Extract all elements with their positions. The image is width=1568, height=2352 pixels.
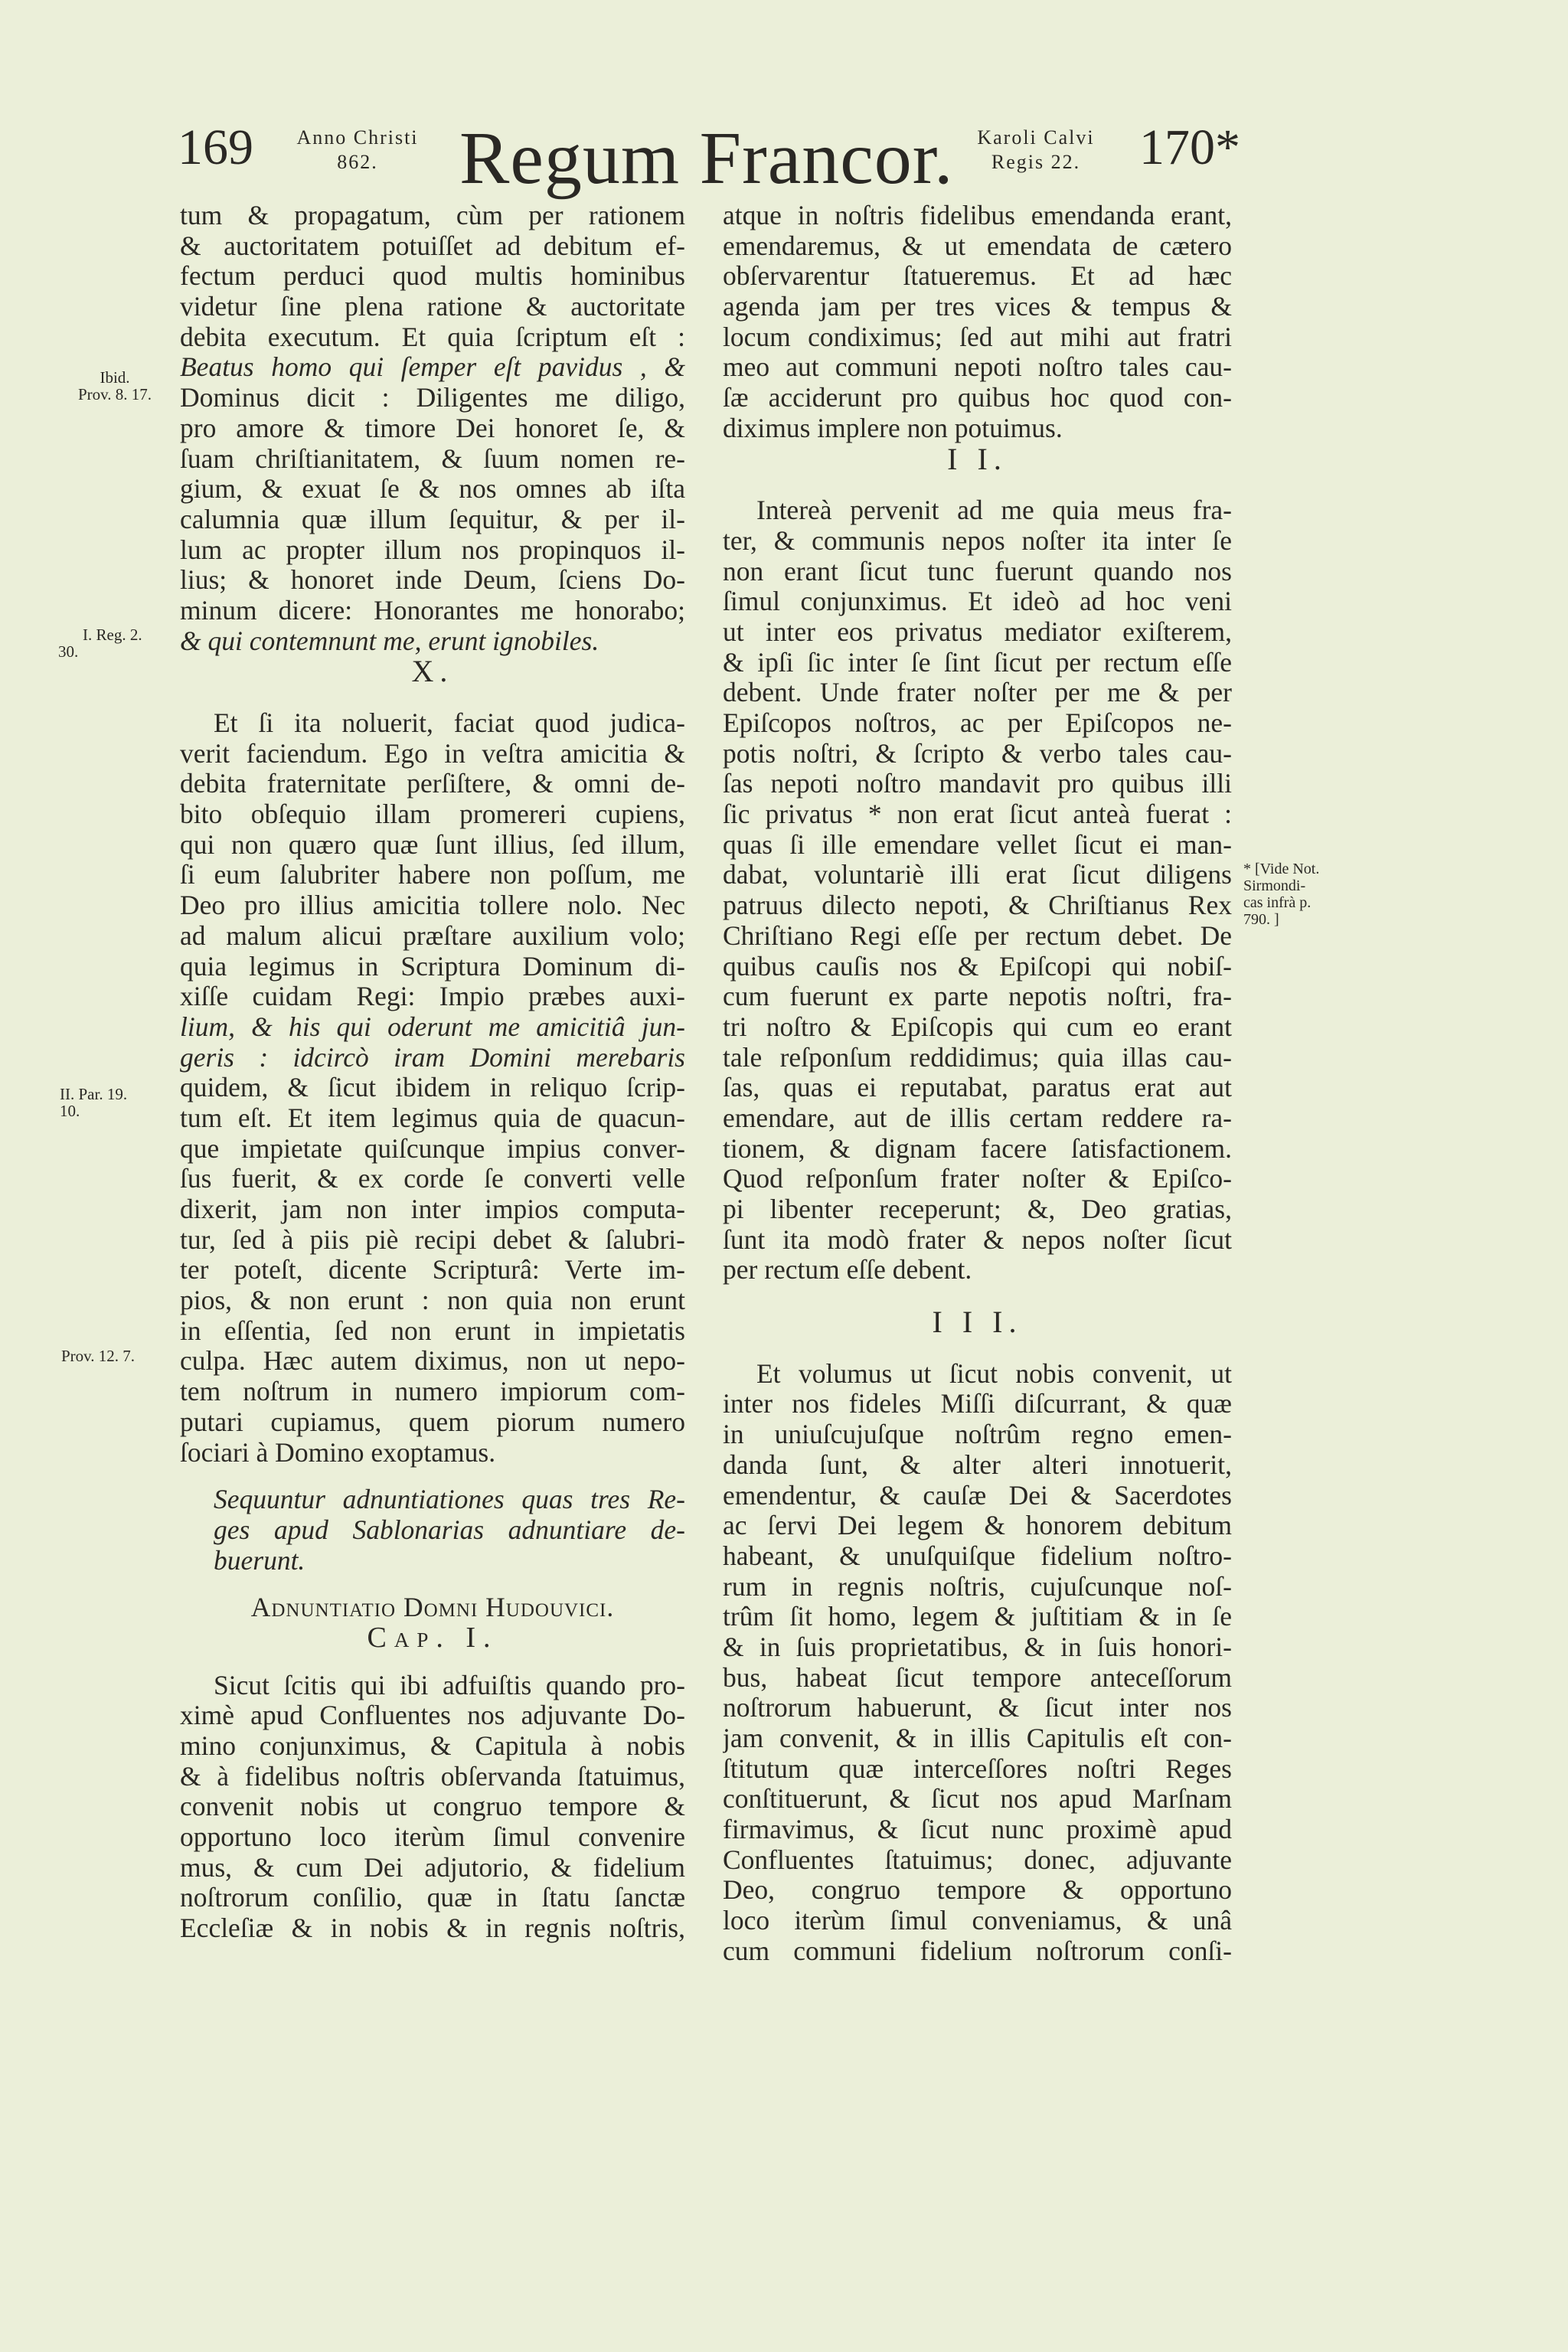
text-line: jam convenit, & in illis Capitulis eſt con- (723, 1723, 1232, 1753)
text-line: danda ſunt, & alter alteri innotuerit, (723, 1449, 1232, 1480)
text-line: loco iterùm ſimul conveniamus, & unâ (723, 1906, 1232, 1936)
text-line: non erant ſicut tunc fuerunt quando nos (723, 556, 1232, 586)
margin-note-prov (61, 1348, 176, 1364)
text-line: firmavimus, & ſicut nunc proximè apud (723, 1815, 1232, 1845)
text-line: bus, habeat ſicut tempore anteceſſorum (723, 1662, 1232, 1693)
margin-note-par (60, 1086, 175, 1119)
margin-note-ibid (61, 369, 168, 403)
text-line: tale reſponſum reddidimus; quia illas cau- (723, 1042, 1232, 1073)
spacer (723, 474, 1232, 495)
text-line: ges apud Sablonarias adnuntiare de- (214, 1514, 685, 1545)
text-line: & in ſuis proprietatibus, & in ſuis honori- (723, 1632, 1232, 1662)
margin-note-line: 790. ] (1243, 911, 1279, 928)
text-line: ſuam chriſtianitatem, & ſuum nomen re- (180, 443, 685, 474)
text-line: ſociari à Domino exoptamus. (180, 1437, 496, 1468)
text-line: ſunt ita modò frater & nepos noſter ſicut (723, 1224, 1232, 1255)
text-line: verit faciendum. Ego in veſtra amicitia & (180, 738, 685, 769)
text-line: pios, & non erunt : non quia non erunt (180, 1285, 685, 1316)
text-line: calumnia quæ illum ſequitur, & per il- (180, 504, 685, 534)
spacer (180, 1576, 685, 1592)
text-line: geris : idcircò iram Domini merebaris (180, 1042, 685, 1073)
text-line: pro amore & timore Dei honoret ſe, & (180, 413, 685, 443)
text-line: quibus cauſis nos & Epiſcopi qui nobiſ- (723, 951, 1232, 982)
section-heading: I I. (947, 443, 1008, 475)
text-line: tem noſtrum in numero impiorum com- (180, 1377, 685, 1407)
text-line: Beatus homo qui ſemper eſt pavidus , & (180, 352, 685, 383)
text-line: & ipſi ſic inter ſe ſint ſicut per rectum eſſe (723, 647, 1232, 678)
text-line: rum in regnis noſtris, cujuſcunque noſ- (723, 1571, 1232, 1602)
margin-note-line: cas infrà p. (1243, 894, 1312, 911)
text-line: diximus implere non potuimus. (723, 413, 1063, 443)
page-title: Regum Francor. (459, 117, 954, 200)
text-line: tum & propagatum, cùm per rationem (180, 201, 685, 230)
text-line: pi libenter receperunt; &, Deo gratias, (723, 1194, 1232, 1224)
text-line: & à fidelibus noſtris obſervanda ſtatuimus, (180, 1761, 685, 1792)
text-line: debent. Unde frater noſter per me & per (723, 678, 1232, 708)
text-line: Sicut ſcitis qui ibi adfuiſtis quando pro- (214, 1670, 685, 1700)
spacer (723, 1338, 1232, 1359)
margin-note-line: Prov. 8. 17. (77, 385, 152, 403)
text-line: in eſſentia, ſed non erunt in impietatis (180, 1315, 685, 1346)
spacer (180, 687, 685, 708)
right-page-number: 170* (1139, 119, 1240, 175)
section-heading: Adnuntiatio Domni Hudouvici. (250, 1592, 615, 1623)
text-line: buerunt. (214, 1545, 305, 1576)
text-line: locum condiximus; ſed aut mihi aut fratri (723, 322, 1232, 352)
text-line: qui non quæro quæ ſunt illius, ſed illum, (180, 829, 685, 860)
text-line: Et volumus ut ſicut nobis convenit, ut (756, 1358, 1232, 1389)
text-line: minum dicere: Honorantes me honorabo; (180, 595, 685, 626)
text-line: emendare, aut de illis certam reddere ra- (723, 1102, 1232, 1133)
running-head-line: Anno Christi (296, 126, 419, 149)
text-line: ſus fuerit, & ex corde ſe converti velle (180, 1164, 685, 1194)
text-line: conſtituerunt, & ſicut nos apud Marſnam (723, 1784, 1232, 1815)
text-line: ſtitutum quæ interceſſores noſtri Reges (723, 1753, 1232, 1784)
text-line: per rectum eſſe debent. (723, 1255, 972, 1285)
text-line: lum ac propter illum nos propinquos il- (180, 534, 685, 565)
text-line: meo aut communi nepoti noſtro tales cau- (723, 352, 1232, 383)
text-line: culpa. Hæc autem diximus, non ut nepo- (180, 1346, 685, 1377)
text-line: ſi eum ſalubriter habere non poſſum, me (180, 860, 685, 890)
text-line: ſic privatus * non erat ſicut anteà fuerat : (723, 799, 1232, 830)
text-line: inter nos fideles Miſſi diſcurrant, & quæ (723, 1389, 1232, 1419)
text-line: & qui contemnunt me, erunt ignobiles. (180, 626, 599, 656)
text-line: tur, ſed à piis piè recipi debet & ſalubri- (180, 1224, 685, 1255)
text-line: Intereà pervenit ad me quia meus fra- (756, 495, 1232, 526)
text-line: ter poteſt, dicente Scripturâ: Verte im- (180, 1255, 685, 1285)
text-line: ac ſervi Dei legem & honorem debitum (723, 1511, 1232, 1541)
text-line: tri noſtro & Epiſcopis qui cum eo erant (723, 1011, 1232, 1042)
text-line: agenda jam per tres vices & tempus & (723, 292, 1232, 322)
margin-note-line: Sirmondi- (1243, 877, 1306, 894)
text-line: xiſſe cuidam Regi: Impio præbes auxi- (180, 982, 685, 1012)
text-line: debita fraternitate perſiſtere, & omni de- (180, 769, 685, 799)
text-line: emendaremus, & ut emendata de cætero (723, 230, 1232, 261)
text-line: Deo, congruo tempore & opportuno (723, 1875, 1232, 1906)
margin-note-line: 10. (60, 1102, 80, 1120)
section-heading: I I I. (932, 1307, 1023, 1338)
margin-note-line: 30. (58, 642, 79, 661)
text-line: habeant, & unuſquiſque fidelium noſtro- (723, 1540, 1232, 1571)
left-page-number: 169 (178, 119, 253, 175)
text-line: in uniuſcujuſque noſtrûm regno emen- (723, 1419, 1232, 1450)
text-line: tionem, & dignam facere ſatisfactionem. (723, 1133, 1232, 1164)
text-line: Quod reſponſum frater noſter & Epiſco- (723, 1164, 1232, 1194)
text-line: cum fuerunt ex parte nepotis noſtri, fra- (723, 982, 1232, 1012)
running-head-line: Karoli Calvi (977, 126, 1095, 149)
text-line: gium, & exuat ſe & nos omnes ab iſta (180, 474, 685, 505)
text-line: ſimul conjunximus. Et ideò ad hoc veni (723, 586, 1232, 617)
text-line: noſtrorum conſilio, quæ in ſtatu ſanctæ (180, 1883, 685, 1913)
margin-note-line: II. Par. 19. (60, 1085, 128, 1103)
text-line: Dominus dicit : Diligentes me diligo, (180, 383, 685, 413)
left-running-head (270, 126, 446, 175)
text-line: Deo pro illius amicitia tollere nolo. Nec (180, 890, 685, 921)
text-line: potis noſtri, & ſcripto & verbo tales cau- (723, 738, 1232, 769)
text-line: ſæ acciderunt pro quibus hoc quod con- (723, 383, 1232, 413)
text-line: cum communi fidelium noſtrorum conſi- (723, 1936, 1232, 1966)
running-head-line: 862. (337, 151, 378, 173)
right-running-head (940, 126, 1132, 175)
right-text-column (723, 201, 1232, 1967)
margin-note-reg (58, 626, 173, 660)
text-line: ut inter eos privatus mediator exiſterem, (723, 616, 1232, 647)
margin-note-line: * [Vide Not. (1243, 861, 1320, 877)
margin-note-line: I. Reg. 2. (83, 626, 142, 644)
margin-note-line: Prov. 12. 7. (61, 1347, 136, 1365)
section-heading: Cap. I. (367, 1622, 498, 1654)
text-line: putari cupiamus, quem piorum numero (180, 1406, 685, 1437)
text-line: atque in noſtris fidelibus emendanda erant, (723, 201, 1232, 230)
text-line: noſtrorum habuerunt, & ſicut inter nos (723, 1693, 1232, 1723)
text-line: debita executum. Et quia ſcriptum eſt : (180, 322, 685, 352)
text-line: Et ſi ita noluerit, faciat quod judica- (214, 708, 685, 738)
text-line: Epiſcopos noſtros, ac per Epiſcopos ne- (723, 708, 1232, 738)
text-line: dixerit, jam non inter impios computa- (180, 1194, 685, 1224)
text-line: Eccleſiæ & in nobis & in regnis noſtris, (180, 1913, 685, 1944)
text-line: tum eſt. Et item legimus quia de quacun- (180, 1102, 685, 1133)
text-line: que impietate quiſcunque impius conver- (180, 1133, 685, 1164)
text-line: ad malum alicui præſtare auxilium volo; (180, 920, 685, 951)
text-line: ximè apud Confluentes nos adjuvante Do- (180, 1700, 685, 1731)
text-line: ſas nepoti noſtro mandavit pro quibus illi (723, 769, 1232, 799)
text-line: quia legimus in Scriptura Dominum di- (180, 951, 685, 982)
text-line: mino conjunximus, & Capitula à nobis (180, 1731, 685, 1761)
text-line: Chriſtiano Regi eſſe per rectum debet. De (723, 920, 1232, 951)
text-line: lium, & his qui oderunt me amicitiâ jun- (180, 1011, 685, 1042)
text-line: quidem, & ſicut ibidem in reliquo ſcrip- (180, 1073, 685, 1103)
text-line: opportuno loco iterùm ſimul convenire (180, 1822, 685, 1853)
text-line: obſervarentur ſtatueremus. Et ad hæc (723, 261, 1232, 292)
text-line: mus, & cum Dei adjutorio, & fidelium (180, 1852, 685, 1883)
spacer (723, 1285, 1232, 1307)
text-line: Sequuntur adnuntiationes quas tres Re- (214, 1485, 685, 1515)
text-line: dabat, voluntariè illi erat ſicut diligens (723, 860, 1232, 890)
left-text-column (180, 201, 685, 1944)
running-head-line: Regis 22. (991, 151, 1081, 173)
text-line: ter, & communis nepos noſter ita inter ſe (723, 525, 1232, 556)
text-line: ſas, quas ei reputabat, paratus erat aut (723, 1073, 1232, 1103)
section-heading: X. (411, 656, 454, 687)
text-line: trûm ſit homo, legem & juſtitiam & in ſe (723, 1602, 1232, 1632)
text-line: videtur ſine plena ratione & auctoritate (180, 292, 685, 322)
spacer (180, 1654, 685, 1671)
text-line: convenit nobis ut congruo tempore & (180, 1792, 685, 1822)
margin-note-vide (1243, 861, 1366, 928)
text-line: & auctoritatem potuiſſet ad debitum ef- (180, 230, 685, 261)
text-line: patruus dilecto nepoti, & Chriſtianus Rex (723, 890, 1232, 921)
text-line: lius; & honoret inde Deum, ſciens Do- (180, 565, 685, 596)
text-line: emendentur, & cauſæ Dei & Sacerdotes (723, 1480, 1232, 1511)
text-line: bito obſequio illam promereri cupiens, (180, 799, 685, 830)
text-line: fectum perduci quod multis hominibus (180, 261, 685, 292)
margin-note-line: Ibid. (100, 368, 130, 387)
text-line: quas ſi ille emendare vellet ſicut ei man- (723, 829, 1232, 860)
spacer (180, 1468, 685, 1485)
text-line: Confluentes ſtatuimus; donec, adjuvante (723, 1844, 1232, 1875)
